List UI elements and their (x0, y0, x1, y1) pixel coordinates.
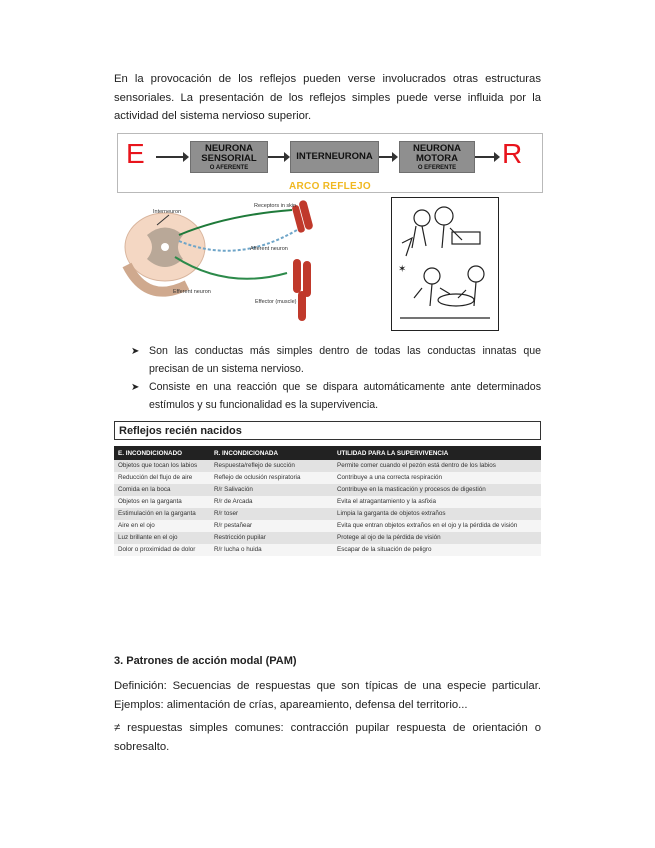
table-cell: Contribuye a una correcta respiración (333, 472, 541, 484)
table-cell: Reflejo de oclusión respiratoria (210, 472, 333, 484)
table-row (114, 484, 541, 496)
table-cell: Evita el atragantamiento y la asfixia (333, 496, 541, 508)
table-cell: Objetos en la garganta (114, 496, 210, 508)
label-interneuron: Interneuron (153, 209, 182, 215)
arrow-right-icon (475, 156, 495, 158)
table-cell: Evita que entran objetos extraños en el ojo y la pérdida de visión (333, 520, 541, 532)
table-cell: Respuesta/reflejo de succión (210, 460, 333, 472)
sensory-neuron-sub: O AFERENTE (209, 165, 249, 171)
sensory-neuron-box (190, 141, 268, 173)
interneuron-title: INTERNEURONA (296, 151, 373, 162)
label-receptors: Receptors in skin (254, 203, 297, 209)
table-cell: R/r de Arcada (210, 496, 333, 508)
arc-caption: ARCO REFLEJO (289, 181, 371, 192)
interneuron-box (290, 141, 379, 173)
section-heading: 3. Patrones de acción modal (PAM) (114, 655, 297, 667)
table-row (114, 520, 541, 532)
label-effector: Effector (muscle) (255, 299, 297, 305)
column-header: UTILIDAD PARA LA SUPERVIVENCIA (333, 446, 541, 460)
sensory-neuron-title: NEURONA SENSORIAL (201, 143, 257, 164)
motor-neuron-sub: O EFERENTE (417, 165, 457, 171)
table-cell: R/r lucha o huida (210, 544, 333, 556)
table-row (114, 472, 541, 484)
label-efferent: Efferent neuron (173, 289, 211, 295)
spinal-reflex-illustration (117, 195, 327, 327)
table-cell: Permite comer cuando el pezón está dentro de los labios (333, 460, 541, 472)
definition-paragraph: Definición: Secuencias de respuestas que son típicas de una especie particular. Ejemplos: alimentación de crías, apareamiento, defensa del territorio... (114, 680, 541, 711)
bullet-text: Consiste en una reacción que se dispara automáticamente ante determinados estímulos y su funcionalidad es la supervivencia. (149, 381, 541, 411)
table-cell: R/r Salivación (210, 484, 333, 496)
table-cell: Luz brillante en el ojo (114, 532, 210, 544)
table-row (114, 460, 541, 472)
table-cell: Dolor o proximidad de dolor (114, 544, 210, 556)
table-row (114, 532, 541, 544)
table-row (114, 508, 541, 520)
table-cell: Comida en la boca (114, 484, 210, 496)
response-letter: R (502, 138, 523, 169)
table-cell: Objetos que tocan los labios (114, 460, 210, 472)
list-item (131, 379, 541, 414)
table-cell: Escapar de la situación de peligro (333, 544, 541, 556)
table-cell: R/r toser (210, 508, 333, 520)
svg-text:✶: ✶ (398, 264, 407, 275)
arrow-right-icon (379, 156, 393, 158)
table-cell: Estimulación en la garganta (114, 508, 210, 520)
note-paragraph: ≠ respuestas simples comunes: contracción pupilar respuesta de orientación o sobresalto. (114, 722, 541, 753)
stimulus-letter: E (126, 138, 145, 169)
column-header: E. INCONDICIONADO (114, 446, 210, 460)
table-header-row (114, 446, 541, 460)
table-row (114, 496, 541, 508)
table-cell: Aire en el ojo (114, 520, 210, 532)
arrow-bullet-icon: ➤ (131, 346, 140, 357)
reflex-arc-diagram (117, 133, 543, 193)
table-cell: Protege al ojo de la pérdida de visión (333, 532, 541, 544)
column-header: R. INCONDICIONADA (210, 446, 333, 460)
table-title: Reflejos recién nacidos (114, 421, 541, 440)
motor-neuron-title: NEURONA MOTORA (412, 143, 462, 164)
intro-paragraph: En la provocación de los reflejos pueden verse involucrados otras estructuras sensoriales. La presentación de los reflejos simples puede verse influida por la actividad del sistema nervioso superior. (114, 73, 541, 122)
cartoon-illustration (391, 197, 499, 331)
arrow-bullet-icon: ➤ (131, 382, 140, 393)
arrow-right-icon (156, 156, 184, 158)
list-item (131, 343, 541, 378)
table-cell: R/r pestañear (210, 520, 333, 532)
table-cell: Restricción pupilar (210, 532, 333, 544)
table-cell: Contribuye en la masticación y procesos de digestión (333, 484, 541, 496)
bullet-list (131, 343, 541, 415)
bullet-text: Son las conductas más simples dentro de todas las conductas innatas que precisan de un sistema nervioso. (149, 345, 541, 375)
spinal-cord-icon (117, 195, 327, 327)
reflex-table (114, 446, 541, 556)
table-cell: Reducción del flujo de aire (114, 472, 210, 484)
table-cell: Limpia la garganta de objetos extraños (333, 508, 541, 520)
motor-neuron-box (399, 141, 475, 173)
label-afferent: Afferent neuron (250, 246, 288, 252)
arrow-right-icon (268, 156, 285, 158)
table-row (114, 544, 541, 556)
cartoon-icon (392, 198, 498, 330)
